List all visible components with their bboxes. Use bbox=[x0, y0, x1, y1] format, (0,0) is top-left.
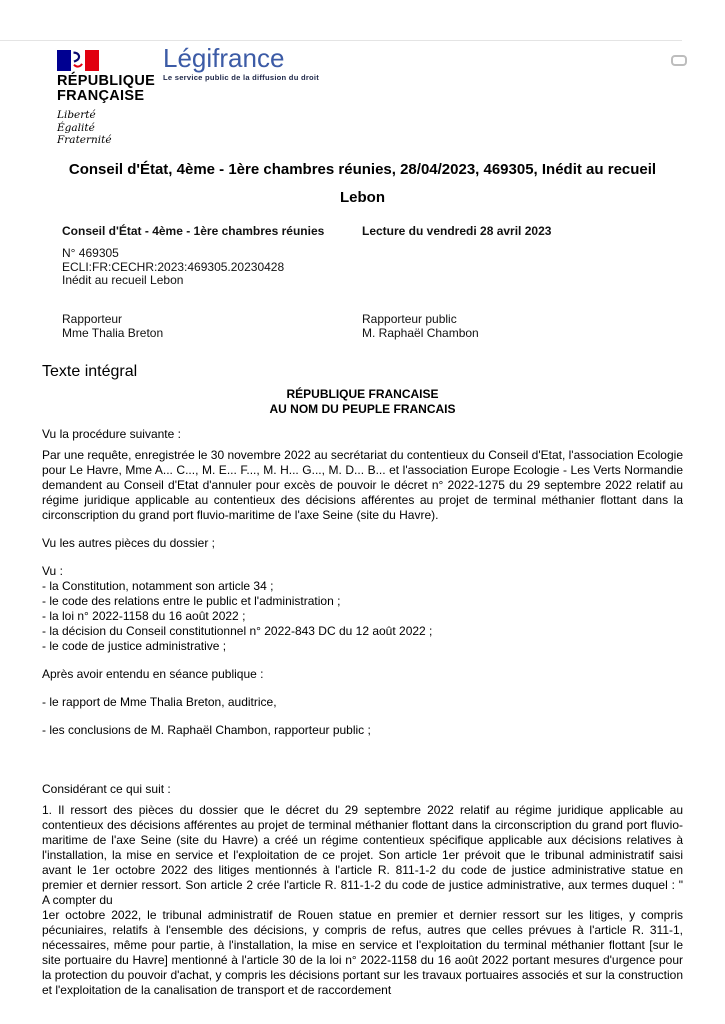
vu-label: Vu : bbox=[42, 563, 63, 578]
banner-line2: AU NOM DU PEUPLE FRANCAIS bbox=[269, 401, 456, 416]
considerant-intro: Considérant ce qui suit : bbox=[42, 781, 171, 796]
french-flag-icon bbox=[57, 50, 99, 71]
audience-item-conclusions: - les conclusions de M. Raphaël Chambon, rapporteur public ; bbox=[42, 722, 371, 737]
point1-paragraph bbox=[42, 803, 683, 998]
motto-line3: Fraternité bbox=[57, 134, 112, 146]
ecli-code: ECLI:FR:CECHR:2023:469305.20230428 bbox=[62, 259, 285, 274]
republique-francaise-logo[interactable] bbox=[57, 50, 155, 147]
rapporteur-label: Rapporteur bbox=[62, 311, 123, 326]
document-body bbox=[0, 156, 725, 998]
vu-item: - la décision du Conseil constitutionnel n° 2022-843 DC du 12 août 2022 ; bbox=[42, 623, 433, 638]
site-name: Légifrance bbox=[163, 43, 285, 73]
rapporteur-block bbox=[62, 312, 362, 340]
vu-item: - le code de justice administrative ; bbox=[42, 638, 227, 653]
case-identifiers bbox=[62, 247, 683, 288]
vu-pieces-line: Vu les autres pièces du dossier ; bbox=[42, 535, 215, 550]
gov-name bbox=[57, 74, 155, 103]
banner-line1: RÉPUBLIQUE FRANCAISE bbox=[286, 386, 439, 401]
vu-item: - la Constitution, notamment son article 34 ; bbox=[42, 578, 274, 593]
procedure-intro: Vu la procédure suivante : bbox=[42, 426, 181, 441]
site-tagline: Le service public de la diffusion du droit bbox=[163, 73, 320, 82]
lecture-date: Lecture du vendredi 28 avril 2023 bbox=[362, 224, 552, 238]
gov-motto bbox=[57, 109, 155, 147]
audience-item-rapport: - le rapport de Mme Thalia Breton, auditrice, bbox=[42, 694, 277, 709]
point1-part2: 1er octobre 2022, le tribunal administratif de Rouen statue en premier et dernier ressort sur les litiges, y compris pécuniaires, relatifs à l'ensemble des décisions, y compris de refus, autres que celles prévues à l'article R. 311-1, nécessaires, même pour partie, à l'installation, la mise en service et l'exploitation du terminal méthanier flottant [sur le site portuaire du Havre] mentionné à l'article 30 de la loi n° 2022-1158 du 16 août 2022 portant mesures d'urgence pour la protection du pouvoir d'achat, y compris les décisions portant sur les travaux portuaires associés et sur la construction et l'exploitation de la canalisation de transport et de raccordement bbox=[42, 907, 683, 997]
gov-name-line1: RÉPUBLIQUE bbox=[57, 73, 156, 89]
publication-status: Inédit au recueil Lebon bbox=[62, 273, 184, 287]
rapporteur-public-name: M. Raphaël Chambon bbox=[362, 325, 479, 340]
document-title-line2: Lebon bbox=[340, 189, 385, 206]
court-chambers: Conseil d'État - 4ème - 1ère chambres réunies bbox=[62, 224, 325, 238]
case-number: N° 469305 bbox=[62, 246, 119, 260]
gov-name-line2: FRANÇAISE bbox=[57, 87, 145, 104]
legifrance-logo[interactable] bbox=[163, 44, 319, 82]
page-header bbox=[0, 0, 725, 146]
vu-list bbox=[42, 564, 683, 654]
court-lecture-row bbox=[62, 224, 683, 238]
texte-integral-heading: Texte intégral bbox=[42, 362, 138, 380]
audience-intro: Après avoir entendu en séance publique : bbox=[42, 666, 264, 681]
vu-item: - le code des relations entre le public et l'administration ; bbox=[42, 593, 341, 608]
point1-part1: 1. Il ressort des pièces du dossier que le décret du 29 septembre 2022 relatif au régime juridique applicable au contentieux des décisions afférentes au projet de terminal méthanier flottant dans la circonscription du grand port fluvio-maritime de l'axe Seine (site du Havre) a créé un régime contentieux spécifique applicable aux décisions relatives à l'installation, la mise en service et l'exploitation de ce projet. Son article 1er prévoit que le tribunal administratif saisi avant le 1er octobre 2022 des litiges mentionnés à l'article R. 811-1-2 du code de justice administrative statue en premier et dernier ressort. Son article 2 crée l'article R. 811-1-2 du code de justice administrative, aux termes duquel : " A compter du bbox=[42, 802, 683, 907]
requete-paragraph: Par une requête, enregistrée le 30 novembre 2022 au secrétariat du contentieux du Conseil d'Etat, l'association Ecologie pour Le Havre, Mme A... C..., M. E... F..., M. H... G..., M. D... B... et l'association Europe Ecologie - Les Verts Normandie demandent au Conseil d'Etat d'annuler pour excès de pouvoir le décret n° 2022-1275 du 29 septembre 2022 relatif au régime juridique applicable au contentieux des décisions afférentes au projet de terminal méthanier flottant dans la circonscription du grand port fluvio-maritime de l'axe Seine (site du Havre). bbox=[42, 447, 683, 522]
rapporteur-name: Mme Thalia Breton bbox=[62, 325, 164, 340]
decision-metadata bbox=[62, 224, 683, 340]
rapporteur-public-label: Rapporteur public bbox=[362, 311, 457, 326]
motto-line1: Liberté bbox=[57, 109, 96, 121]
vu-item: - la loi n° 2022-1158 du 16 août 2022 ; bbox=[42, 608, 246, 623]
document-title bbox=[42, 156, 683, 212]
republic-banner bbox=[42, 387, 683, 417]
rapporteurs-row bbox=[62, 312, 683, 340]
rapporteur-public-block bbox=[362, 312, 683, 340]
motto-line2: Égalité bbox=[57, 121, 95, 134]
document-title-line1: Conseil d'État, 4ème - 1ère chambres réunies, 28/04/2023, 469305, Inédit au recueil bbox=[68, 161, 657, 178]
